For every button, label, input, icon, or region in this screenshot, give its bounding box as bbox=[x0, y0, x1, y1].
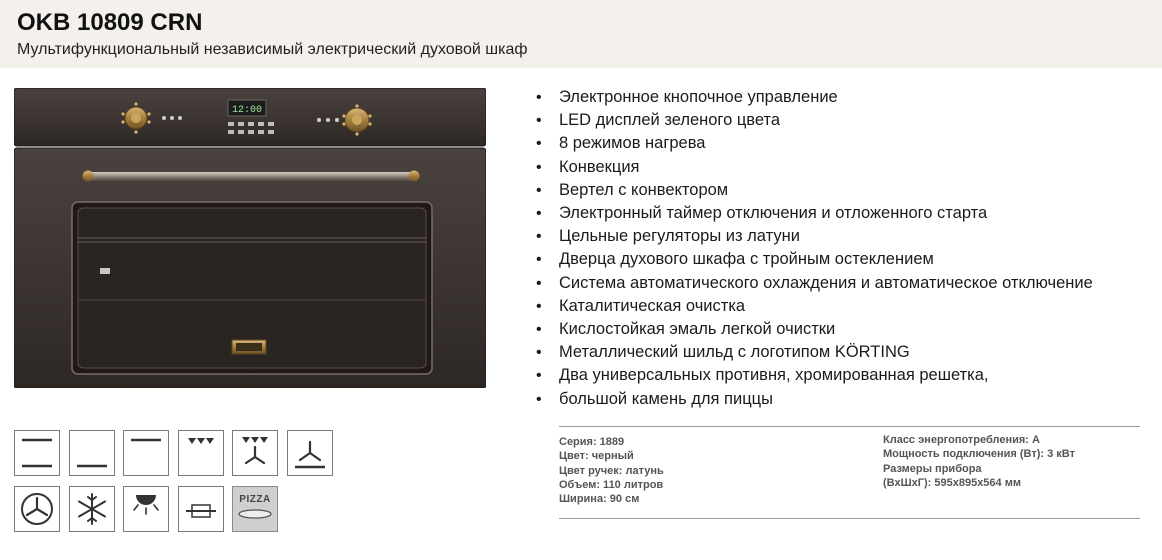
convection-fan-icon bbox=[14, 486, 60, 532]
spec-volume: Объем: 110 литров bbox=[559, 478, 664, 491]
pizza-label: PIZZA bbox=[239, 493, 271, 505]
feature-item: • Кислостойкая эмаль легкой очистки bbox=[534, 318, 1154, 341]
spec-power: Мощность подключения (Вт): 3 кВт bbox=[883, 448, 1075, 461]
specs-bottom-divider bbox=[559, 518, 1140, 519]
spec-energy-class: Класс энергопотребления: A bbox=[883, 434, 1040, 446]
specs-right-column bbox=[883, 433, 1075, 490]
spec-color: Цвет: черный bbox=[559, 450, 634, 463]
oven-illustration bbox=[14, 88, 486, 388]
product-title: OKB 10809 CRN bbox=[17, 9, 203, 36]
feature-item: • Дверца духового шкафа с тройным остеклением bbox=[534, 248, 1154, 271]
spec-width: Ширина: 90 см bbox=[559, 493, 640, 506]
feature-item: • 8 режимов нагрева bbox=[534, 132, 1154, 155]
feature-item: • Электронное кнопочное управление bbox=[534, 86, 1154, 109]
door-handle bbox=[83, 171, 420, 182]
specs-top-divider bbox=[559, 426, 1140, 427]
display-time: 12:00 bbox=[231, 105, 263, 116]
specs-left-column bbox=[559, 435, 664, 506]
spec-dimensions-label: Размеры прибора bbox=[883, 462, 982, 475]
feature-item: • Система автоматического охлаждения и автоматическое отключение bbox=[534, 272, 1154, 295]
feature-item: • Вертел с конвектором bbox=[534, 179, 1154, 202]
spec-handle-color: Цвет ручек: латунь bbox=[559, 464, 664, 477]
pizza-icon bbox=[232, 486, 278, 532]
oven-light-icon bbox=[123, 486, 169, 532]
feature-item: • Металлический шильд с логотипом KÖRTING bbox=[534, 341, 1154, 364]
rotisserie-icon bbox=[178, 486, 224, 532]
feature-item-continuation: • большой камень для пиццы bbox=[534, 388, 1154, 411]
top-heat-icon bbox=[123, 430, 169, 476]
feature-item: • LED дисплей зеленого цвета bbox=[534, 109, 1154, 132]
grill-icon bbox=[178, 430, 224, 476]
feature-item: • Электронный таймер отключения и отложенного старта bbox=[534, 202, 1154, 225]
bottom-heat-icon bbox=[69, 430, 115, 476]
product-subtitle: Мультифункциональный независимый электрический духовой шкаф bbox=[17, 41, 528, 58]
feature-item: • Цельные регуляторы из латуни bbox=[534, 225, 1154, 248]
control-panel bbox=[14, 88, 486, 146]
top-bottom-heat-icon bbox=[14, 430, 60, 476]
spec-series: Серия: 1889 bbox=[559, 436, 625, 448]
defrost-icon bbox=[69, 486, 115, 532]
feature-item: • Каталитическая очистка bbox=[534, 295, 1154, 318]
feature-item: • Конвекция bbox=[534, 156, 1154, 179]
header-band bbox=[0, 0, 1162, 68]
feature-item: • Два универсальных противня, хромированная решетка, bbox=[534, 364, 1154, 387]
grill-fan-icon bbox=[232, 430, 278, 476]
spec-dimensions: (ВхШхГ): 595х895х564 мм bbox=[883, 476, 1021, 489]
feature-list bbox=[534, 86, 1154, 411]
fan-bottom-heat-icon bbox=[287, 430, 333, 476]
brand-plate bbox=[232, 340, 266, 354]
